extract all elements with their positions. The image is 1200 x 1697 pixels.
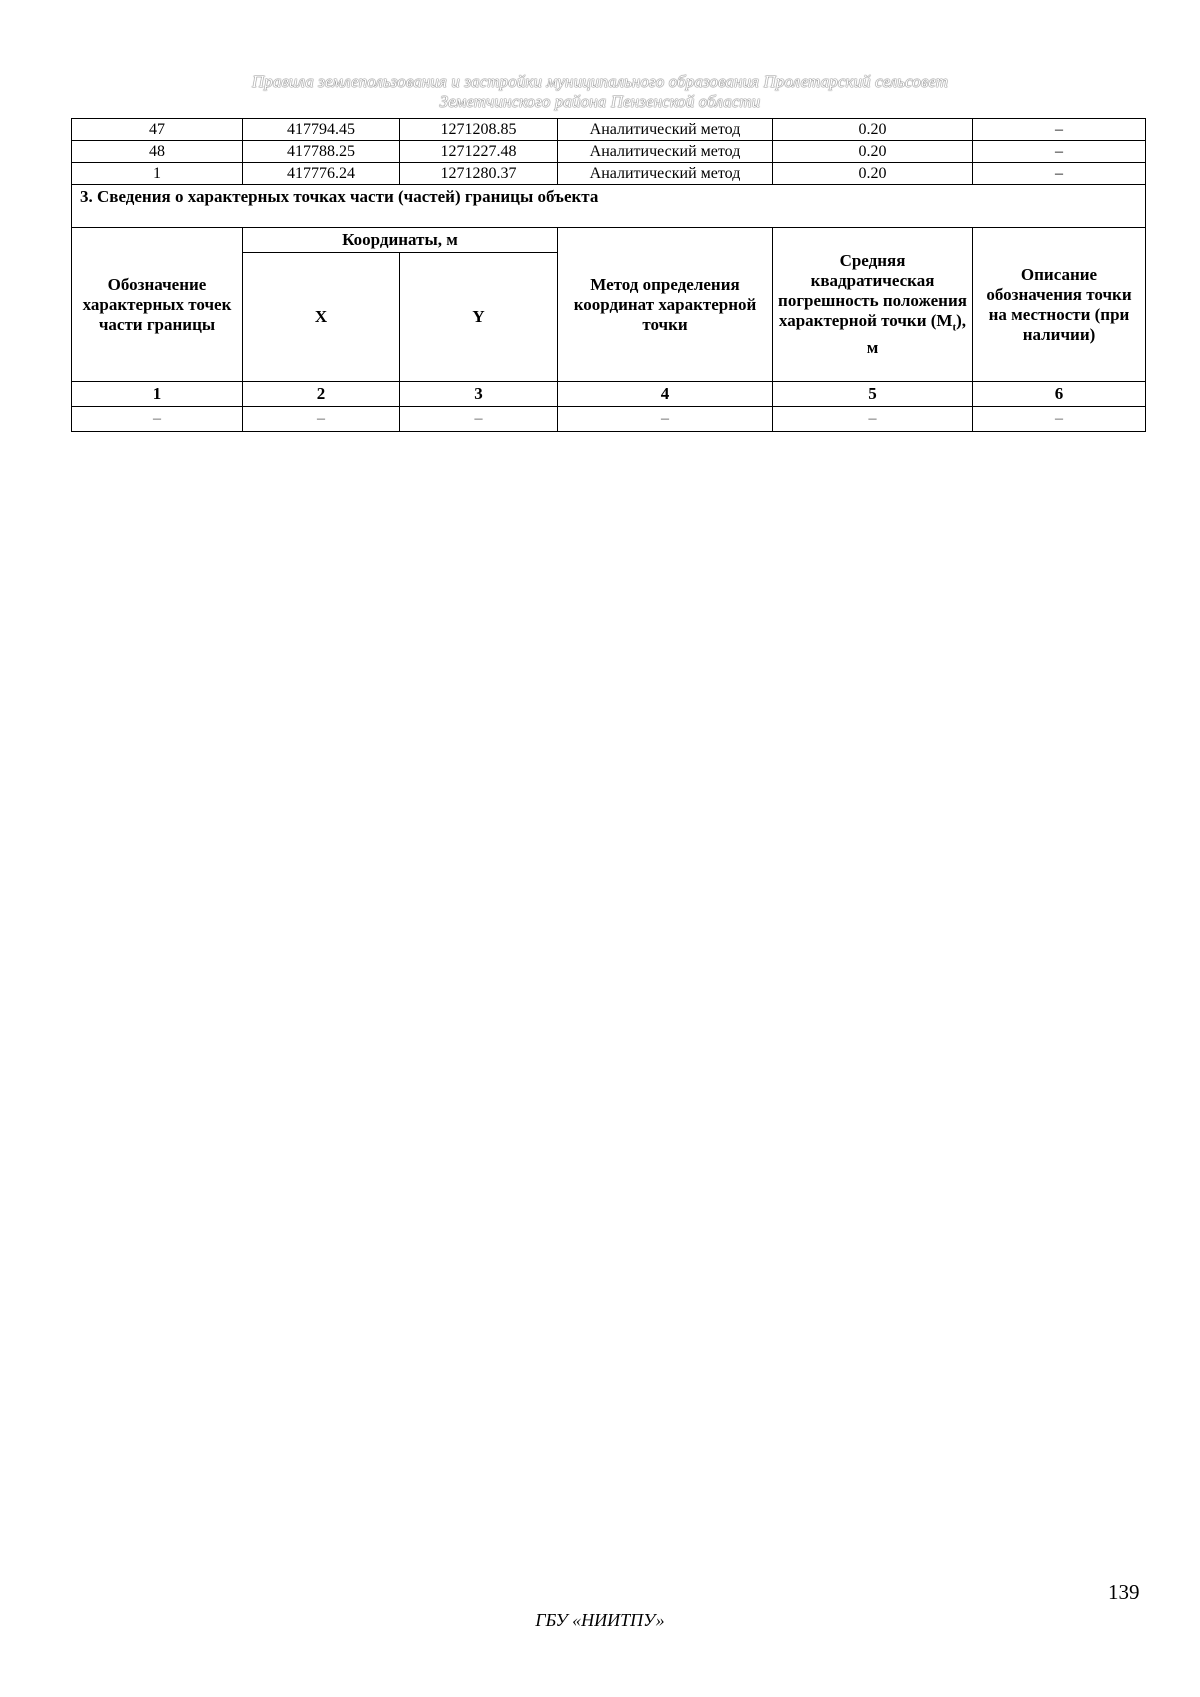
page-footer: ГБУ «НИИТПУ» xyxy=(535,1610,665,1630)
table-row xyxy=(72,407,1146,432)
header-row xyxy=(72,228,1146,253)
table-row xyxy=(72,163,1146,185)
header-y: Y xyxy=(400,253,558,382)
empty-cell: – xyxy=(773,407,973,432)
header-x: X xyxy=(243,253,400,382)
error-cell: 0.20 xyxy=(773,119,973,141)
x-cell: 417776.24 xyxy=(243,163,400,185)
header-line-2: Земетчинского района Пензенской области xyxy=(439,92,761,111)
column-number: 5 xyxy=(773,382,973,407)
page-number: 139 xyxy=(1108,1580,1140,1604)
header-error-subscript: t xyxy=(952,321,957,334)
header-point-designation: Обозначение характерных точек части границы xyxy=(72,228,243,382)
description-cell: – xyxy=(973,119,1146,141)
point-number-cell: 47 xyxy=(72,119,243,141)
header-method: Метод определения координат характерной точки xyxy=(558,228,773,382)
header-description: Описание обозначения точки на местности (при наличии) xyxy=(973,228,1146,382)
method-cell: Аналитический метод xyxy=(558,141,773,163)
description-cell: – xyxy=(973,141,1146,163)
column-number: 3 xyxy=(400,382,558,407)
error-cell: 0.20 xyxy=(773,163,973,185)
error-cell: 0.20 xyxy=(773,141,973,163)
y-cell: 1271280.37 xyxy=(400,163,558,185)
coordinates-table xyxy=(71,118,1146,432)
point-number-cell: 1 xyxy=(72,163,243,185)
header-coordinates-group: Координаты, м xyxy=(243,228,558,253)
page-header xyxy=(0,72,1200,112)
column-number: 4 xyxy=(558,382,773,407)
header-error xyxy=(773,228,973,382)
header-line-1: Правила землепользования и застройки муниципального образования Пролетарский сельсовет xyxy=(251,72,949,91)
empty-cell: – xyxy=(973,407,1146,432)
column-number: 6 xyxy=(973,382,1146,407)
method-cell: Аналитический метод xyxy=(558,119,773,141)
method-cell: Аналитический метод xyxy=(558,163,773,185)
table-row xyxy=(72,141,1146,163)
column-number-row xyxy=(72,382,1146,407)
x-cell: 417794.45 xyxy=(243,119,400,141)
empty-cell: – xyxy=(72,407,243,432)
empty-cell: – xyxy=(400,407,558,432)
section-title-row xyxy=(72,185,1146,228)
table-row xyxy=(72,119,1146,141)
empty-cell: – xyxy=(558,407,773,432)
column-number: 1 xyxy=(72,382,243,407)
y-cell: 1271227.48 xyxy=(400,141,558,163)
column-number: 2 xyxy=(243,382,400,407)
point-number-cell: 48 xyxy=(72,141,243,163)
description-cell: – xyxy=(973,163,1146,185)
header-error-tail: ), м xyxy=(866,311,967,357)
x-cell: 417788.25 xyxy=(243,141,400,163)
header-error-main: Средняя квадратическая погрешность положения характерной точки (M xyxy=(778,251,967,331)
empty-cell: – xyxy=(243,407,400,432)
y-cell: 1271208.85 xyxy=(400,119,558,141)
section-title: 3. Сведения о характерных точках части (частей) границы объекта xyxy=(72,185,1146,228)
